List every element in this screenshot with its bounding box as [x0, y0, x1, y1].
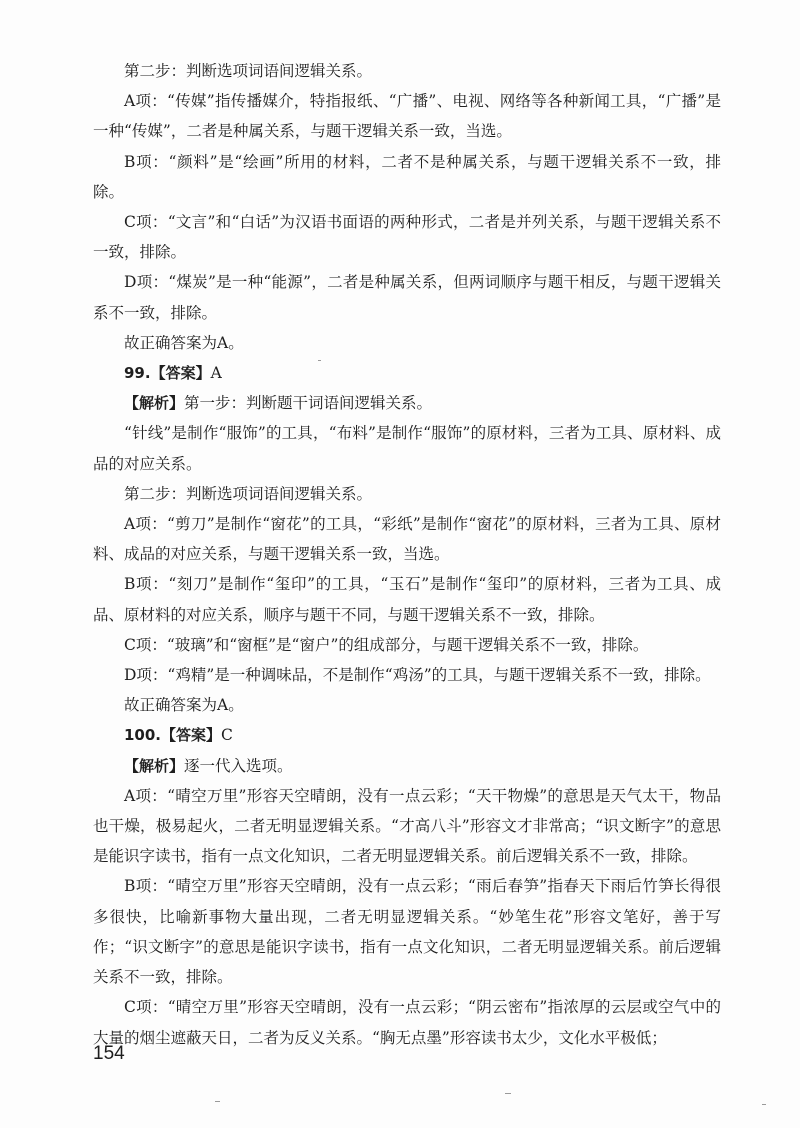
paragraph-13: [93, 630, 721, 660]
scan-speck: [505, 1093, 511, 1094]
analysis-100: [93, 751, 721, 781]
answer-label: 99.【答案】: [124, 364, 211, 383]
paragraph-4: [93, 207, 721, 267]
paragraph-text: B项：“颜料”是“绘画”所用的材料，二者不是种属关系，与题干逻辑关系不一致，排除。: [93, 152, 721, 201]
text-body: [93, 56, 721, 1053]
analysis-label: 【解析】: [124, 756, 185, 775]
paragraph-text: 第二步：判断选项词语间逻辑关系。: [124, 484, 373, 503]
answer-99: [93, 358, 721, 388]
answer-label: 100.【答案】: [124, 726, 222, 745]
scan-speck: [215, 1101, 220, 1102]
paragraph-18: [93, 781, 721, 872]
paragraph-20: [93, 992, 721, 1052]
analysis-99: [93, 388, 721, 418]
paragraph-text: “针线”是制作“服饰”的工具，“布料”是制作“服饰”的原材料，三者为工具、原材料、成品的对应关系。: [93, 424, 721, 473]
paragraph-10: [93, 479, 721, 509]
paragraph-14: [93, 660, 721, 690]
paragraph-6: [93, 328, 721, 358]
paragraph-text: A项：“传媒”指传播媒介，特指报纸、“广播”、电视、网络等各种新闻工具，“广播”是一种“传媒”，二者是种属关系，与题干逻辑关系一致，当选。: [93, 92, 721, 141]
paragraph-text: D项：“鸡精”是一种调味品，不是制作“鸡汤”的工具，与题干逻辑关系不一致，排除。: [124, 666, 711, 685]
answer-value: C: [221, 726, 233, 745]
answer-value: A: [210, 364, 222, 383]
paragraph-3: [93, 147, 721, 207]
paragraph-text: A项：“晴空万里”形容天空晴朗，没有一点云彩；“天干物燥”的意思是天气太干，物品也干燥，极易起火，二者无明显逻辑关系。“才高八斗”形容文才非常高；“识文断字”的意思是能识字读书，指有一点文化知识，二者无明显逻辑关系。前后逻辑关系不一致，排除。: [93, 786, 721, 866]
paragraph-15: [93, 690, 721, 720]
paragraph-19: [93, 871, 721, 992]
paragraph-text: 第一步：判断题干词语间逻辑关系。: [184, 394, 433, 413]
paragraph-text: C项：“文言”和“白话”为汉语书面语的两种形式，二者是并列关系，与题干逻辑关系不一致，排除。: [93, 213, 721, 262]
scan-speck: [762, 1104, 766, 1105]
paragraph-1: [93, 56, 721, 86]
paragraph-text: B项：“晴空万里”形容天空晴朗，没有一点云彩；“雨后春笋”指春天下雨后竹笋长得很多很快，比喻新事物大量出现，二者无明显逻辑关系。“妙笔生花”形容文笔好，善于写作；“识文断字”的意思是能识字读书，指有一点文化知识，二者无明显逻辑关系。前后逻辑关系不一致，排除。: [93, 877, 721, 987]
page-number: 154: [93, 1043, 125, 1064]
analysis-label: 【解析】: [124, 394, 185, 413]
paragraph-text: A项：“剪刀”是制作“窗花”的工具，“彩纸”是制作“窗花”的原材料，三者为工具、原材料、成品的对应关系，与题干逻辑关系一致，当选。: [93, 515, 721, 564]
paragraph-text: 逐一代入选项。: [184, 756, 293, 775]
paragraph-text: B项：“刻刀”是制作“玺印”的工具，“玉石”是制作“玺印”的原材料，三者为工具、成品、原材料的对应关系，顺序与题干不同，与题干逻辑关系不一致，排除。: [93, 575, 721, 624]
paragraph-text: C项：“玻璃”和“窗框”是“窗户”的组成部分，与题干逻辑关系不一致，排除。: [124, 635, 649, 654]
paragraph-text: D项：“煤炭”是一种“能源”，二者是种属关系，但两词顺序与题干相反，与题干逻辑关系不一致，排除。: [93, 273, 721, 322]
scan-speck: [318, 360, 321, 361]
paragraph-11: [93, 509, 721, 569]
paragraph-text: 故正确答案为A。: [124, 333, 244, 352]
paragraph-text: 故正确答案为A。: [124, 696, 244, 715]
paragraph-text: 第二步：判断选项词语间逻辑关系。: [124, 62, 373, 80]
paragraph-5: [93, 267, 721, 327]
paragraph-text: C项：“晴空万里”形容天空晴朗，没有一点云彩；“阴云密布”指浓厚的云层或空气中的大量的烟尘遮蔽天日，二者为反义关系。“胸无点墨”形容读书太少，文化水平极低；: [93, 998, 721, 1047]
paragraph-12: [93, 569, 721, 629]
paragraph-9: [93, 418, 721, 478]
paragraph-2: [93, 86, 721, 146]
answer-100: [93, 720, 721, 750]
